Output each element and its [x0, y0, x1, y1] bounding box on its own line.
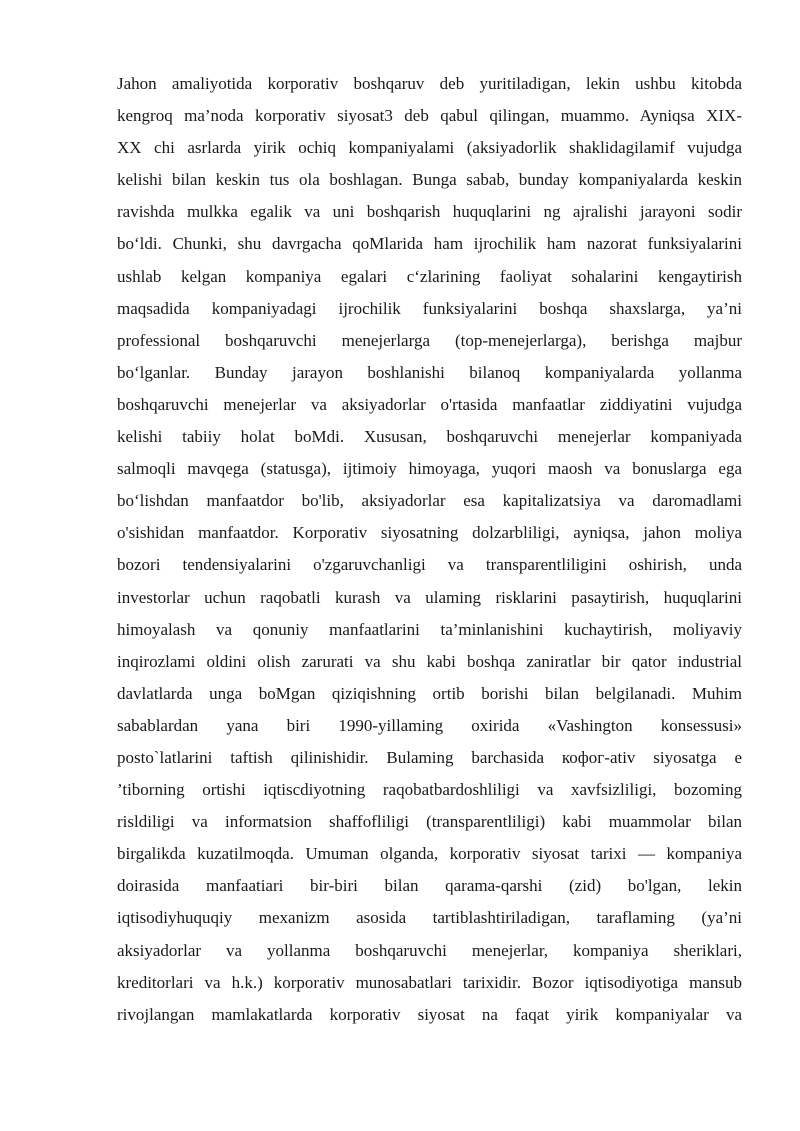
text-line-15: o'sishidan manfaatdor. Korporativ siyosatning dolzarbliligi, ayniqsa, jahon moliya: [117, 523, 742, 543]
text-line-7: ushlab kelgan kompaniya egalari c‘zlarining faoliyat sohalarini kengaytirish: [117, 266, 742, 286]
text-line-21: sabablardan yana biri 1990-yillaming oxirida «Vashington konsessusi»: [117, 715, 742, 735]
text-line-18: himoyalash va qonuniy manfaatlarini ta’minlanishini kuchaytirish, moliyaviy: [117, 619, 742, 639]
text-line-3: XX chi asrlarda yirik ochiq kompaniyalami (aksiyadorlik shaklidagilamif vujudga: [117, 138, 742, 158]
text-line-10: bo‘lganlar. Bunday jarayon boshlanishi bilanoq kompaniyalarda yollanma: [117, 362, 742, 382]
text-line-25: birgalikda kuzatilmoqda. Umuman olganda, korporativ siyosat tarixi — kompaniya: [117, 844, 742, 864]
body-paragraph: [117, 68, 742, 1031]
text-line-16: bozori tendensiyalarini o'zgaruvchanligi va transparentliligini oshirish, unda: [117, 555, 742, 575]
text-line-13: salmoqli mavqega (statusga), ijtimoiy himoyaga, yuqori maosh va bonuslarga ega: [117, 459, 742, 479]
text-line-20: davlatlarda unga boMgan qiziqishning ortib borishi bilan belgilanadi. Muhim: [117, 683, 742, 703]
text-line-30: rivojlangan mamlakatlarda korporativ siyosat na faqat yirik kompaniyalar va: [117, 1004, 742, 1024]
text-line-5: ravishda mulkka egalik va uni boshqarish huquqlarini ng ajralishi jarayoni sodir: [117, 202, 742, 222]
text-line-11: boshqaruvchi menejerlar va aksiyadorlar o'rtasida manfaatlar ziddiyatini vujudga: [117, 394, 742, 414]
text-line-23: ’tiborning ortishi iqtiscdiyotning raqobatbardoshliligi va xavfsizliligi, bozoming: [117, 780, 742, 800]
text-line-24: risldiligi va informatsion shaffofliligi (transparentliligi) kabi muammolar bilan: [117, 812, 742, 832]
text-line-26: doirasida manfaatiari bir-biri bilan qarama-qarshi (zid) bo'lgan, lekin: [117, 876, 742, 896]
text-line-4: kelishi bilan keskin tus ola boshlagan. Bunga sabab, bunday kompaniyalarda keskin: [117, 170, 742, 190]
text-line-8: maqsadida kompaniyadagi ijrochilik funksiyalarini boshqa shaxslarga, ya’ni: [117, 298, 742, 318]
text-line-27: iqtisodiyhuquqiy mexanizm asosida tartiblashtiriladigan, taraflaming (ya’ni: [117, 908, 742, 928]
text-line-14: bo‘lishdan manfaatdor bo'lib, aksiyadorlar esa kapitalizatsiya va daromadlami: [117, 491, 742, 511]
text-line-22: posto`latlarini taftish qilinishidir. Bulaming barchasida кофог-ativ siyosatga e: [117, 747, 742, 767]
text-line-1: Jahon amaliyotida korporativ boshqaruv deb yuritiladigan, lekin ushbu kitobda: [117, 74, 742, 93]
text-line-17: investorlar uchun raqobatli kurash va ulaming risklarini pasaytirish, huquqlarini: [117, 587, 742, 607]
text-line-9: professional boshqaruvchi menejerlarga (top-menejerlarga), berishga majbur: [117, 330, 742, 350]
text-line-12: kelishi tabiiy holat boMdi. Xususan, boshqaruvchi menejerlar kompaniyada: [117, 427, 742, 447]
text-line-2: kengroq ma’noda korporativ siyosat3 deb qabul qilingan, muammo. Ayniqsa XIX-: [117, 106, 742, 126]
text-line-19: inqirozlami oldini olish zarurati va shu kabi boshqa zaniratlar bir qator industrial: [117, 651, 742, 671]
text-line-28: aksiyadorlar va yollanma boshqaruvchi menejerlar, kompaniya sheriklari,: [117, 940, 742, 960]
text-line-29: kreditorlari va h.k.) korporativ munosabatlari tarixidir. Bozor iqtisodiyotiga mansub: [117, 972, 742, 992]
text-line-6: bo‘ldi. Chunki, shu davrgacha qoMlarida ham ijrochilik ham nazorat funksiyalarini: [117, 234, 742, 254]
